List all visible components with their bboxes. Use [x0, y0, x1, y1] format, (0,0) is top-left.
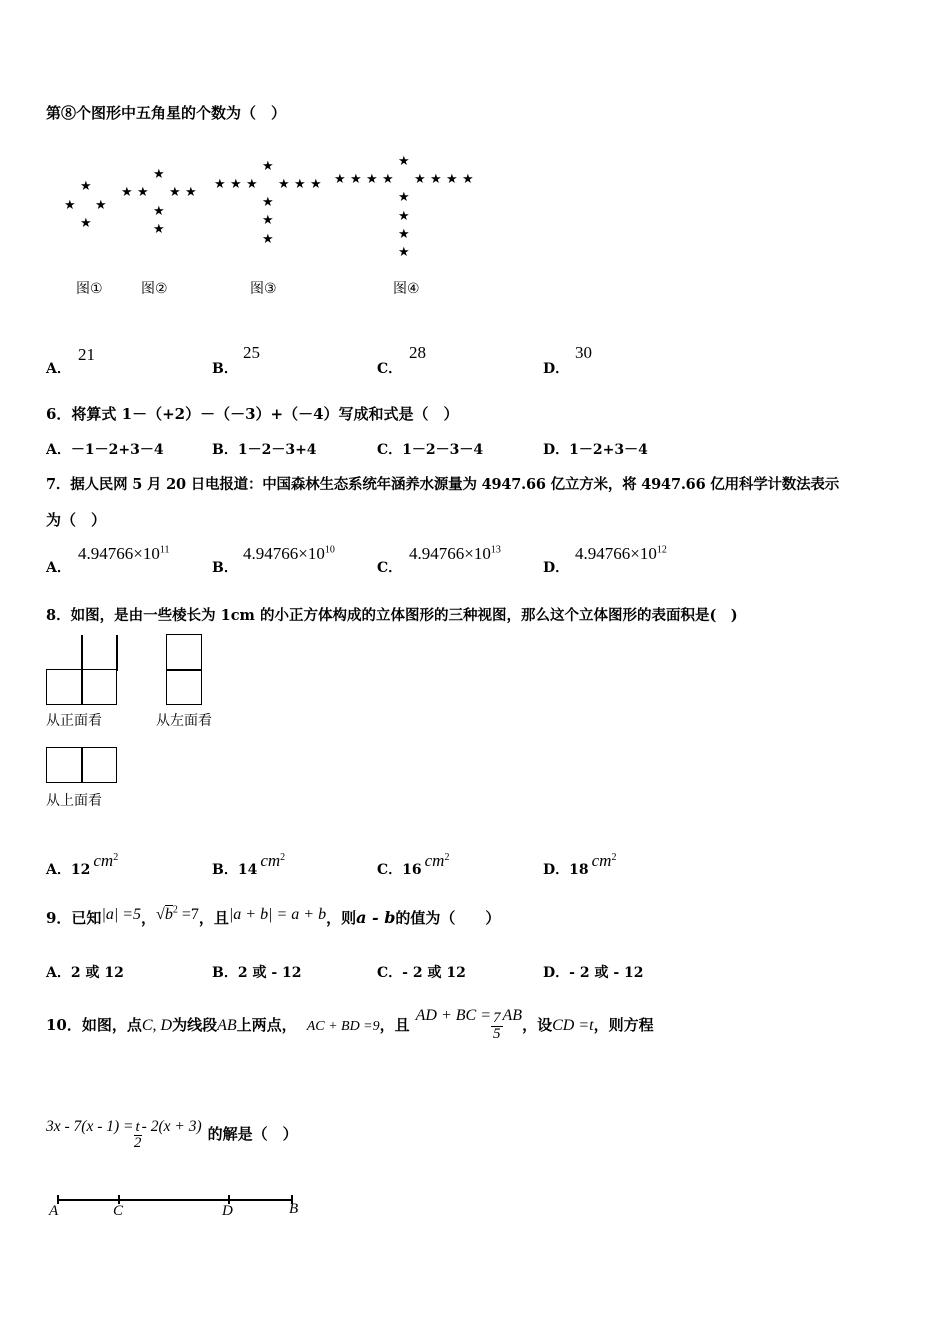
q8-option-b: B．14 $cm^2$	[212, 851, 286, 878]
star-icon: ★	[262, 159, 274, 174]
star-icon: ★	[278, 177, 290, 192]
option-letter: B．	[212, 442, 238, 458]
option-value: 1－2+3－4	[569, 442, 648, 458]
q7-option-d-letter: D．	[543, 560, 570, 576]
top-view-divider	[81, 747, 83, 783]
star-icon: ★	[80, 179, 92, 194]
star-icon: ★	[310, 177, 322, 192]
q5-stem: 第⑧个图形中五角星的个数为（ ）	[46, 104, 287, 122]
q7-stem-line1: 7．据人民网 5 月 20 日电报道：中国森林生态系统年涵养水源量为 4947.66 亿立方米，将 4947.66 亿用科学计数法表示	[46, 476, 840, 493]
q9-expr: a - b	[356, 908, 396, 927]
star-icon: ★	[398, 245, 410, 260]
q9-option-c: C．- 2 或 12	[377, 965, 466, 981]
q5-option-b-value: 25	[243, 343, 260, 362]
q10-stem: 10．如图，点C, D为线段AB上两点， AC + BD =9，且AD + BC = $\frac{7}{5}$ AB，设CD =t，则方程	[46, 1007, 654, 1042]
q9-cond-sqrt: $√b^2 =7$	[156, 904, 199, 923]
option-letter: C．	[377, 442, 403, 458]
q5-option-b-letter: B．	[212, 361, 238, 377]
q5-option-d-letter: D．	[543, 361, 570, 377]
q9-option-a: A．2 或 12	[46, 965, 124, 981]
point-label-c: C	[113, 1203, 124, 1219]
q9-cond-abs-sum: |a + b| = a + b	[228, 906, 327, 923]
option-value: －1－2+3－4	[70, 442, 164, 458]
q7-option-a-value: $4.94766\times 10^{11}$	[78, 544, 170, 563]
q8-option-a: A．12 $cm^2$	[46, 851, 119, 878]
option-value: 1－2－3－4	[402, 442, 484, 458]
star-icon: ★	[446, 172, 458, 187]
star-icon: ★	[414, 172, 426, 187]
star-icon: ★	[350, 172, 362, 187]
front-view-top-edge	[116, 635, 118, 671]
q8-stem: 8．如图，是由一些棱长为 1cm 的小正方体构成的立体图形的三种视图，那么这个立体图形的表面积是( )	[46, 607, 738, 624]
top-view-label: 从上面看	[46, 793, 102, 809]
q9-cond-abs-a: |a| =5	[101, 906, 142, 923]
q8-option-c: C．16 $cm^2$	[377, 851, 450, 878]
figure-label-3: 图③	[250, 281, 277, 297]
q9-option-b: B．2 或 - 12	[212, 965, 302, 981]
star-icon: ★	[398, 209, 410, 224]
point-label-a: A	[49, 1203, 59, 1219]
star-icon: ★	[169, 185, 181, 200]
q7-option-b-letter: B．	[212, 560, 238, 576]
star-icon: ★	[462, 172, 474, 187]
star-icon: ★	[262, 195, 274, 210]
left-view-divider	[166, 669, 202, 671]
star-icon: ★	[121, 185, 133, 200]
q7-option-a-letter: A．	[46, 560, 71, 576]
q7-option-c-letter: C．	[377, 560, 403, 576]
star-icon: ★	[398, 227, 410, 242]
left-view-label: 从左面看	[156, 713, 212, 729]
q10-fraction-t-2: $\frac{t}{2}$	[133, 1118, 142, 1151]
star-icon: ★	[230, 177, 242, 192]
point-label-b: B	[289, 1201, 299, 1217]
star-icon: ★	[382, 172, 394, 187]
star-icon: ★	[95, 198, 107, 213]
option-letter: D．	[543, 442, 570, 458]
q5-option-a-letter: A．	[46, 361, 71, 377]
star-icon: ★	[80, 216, 92, 231]
q7-option-c-value: $4.94766\times 10^{13}$	[409, 544, 501, 563]
q9-option-d: D．- 2 或 - 12	[543, 965, 644, 981]
segment-line	[57, 1199, 293, 1201]
q10-fraction-7-5: $\frac{7}{5}$	[493, 1009, 501, 1042]
q5-option-a-value: 21	[78, 345, 95, 364]
star-icon: ★	[246, 177, 258, 192]
star-icon: ★	[294, 177, 306, 192]
star-icon: ★	[137, 185, 149, 200]
star-icon: ★	[214, 177, 226, 192]
star-icon: ★	[334, 172, 346, 187]
q10-equation: 3x - 7(x - 1) = $\frac{t}{2}$ - 2(x + 3) 的解是（ ）	[46, 1118, 298, 1151]
q9-stem: 9．已知|a| =5，$√b^2 =7$，且|a + b| = a + b，则a - b的值为（ ）	[46, 904, 501, 927]
point-label-d: D	[222, 1203, 233, 1219]
q5-option-d-value: 30	[575, 343, 592, 362]
q7-option-b-value: $4.94766\times 10^{10}$	[243, 544, 335, 563]
star-icon: ★	[153, 204, 165, 219]
star-icon: ★	[398, 190, 410, 205]
figure-label-1: 图①	[76, 281, 103, 297]
star-icon: ★	[153, 222, 165, 237]
option-letter: A．	[46, 442, 71, 458]
q7-stem-line2: 为（ ）	[46, 511, 107, 529]
star-icon: ★	[262, 213, 274, 228]
option-value: 1－2－3+4	[237, 442, 317, 458]
q8-option-d: D．18 $cm^2$	[543, 851, 617, 878]
star-icon: ★	[430, 172, 442, 187]
star-icon: ★	[153, 167, 165, 182]
figure-label-2: 图②	[141, 281, 168, 297]
q6-option-b	[212, 439, 317, 459]
front-view-label: 从正面看	[46, 713, 102, 729]
q6-option-c	[377, 439, 483, 459]
q5-option-c-letter: C．	[377, 361, 403, 377]
q7-option-d-value: $4.94766\times 10^{12}$	[575, 544, 667, 563]
star-icon: ★	[398, 154, 410, 169]
q6-option-d	[543, 439, 648, 459]
star-icon: ★	[262, 232, 274, 247]
q6-option-a	[46, 439, 164, 459]
q5-option-c-value: 28	[409, 343, 426, 362]
figure-label-4: 图④	[393, 281, 420, 297]
q6-stem: 6．将算式 1－（+2）－（－3）+（－4）写成和式是（ ）	[46, 405, 459, 423]
front-view-divider	[81, 635, 83, 705]
star-icon: ★	[366, 172, 378, 187]
star-icon: ★	[185, 185, 197, 200]
star-icon: ★	[64, 198, 76, 213]
